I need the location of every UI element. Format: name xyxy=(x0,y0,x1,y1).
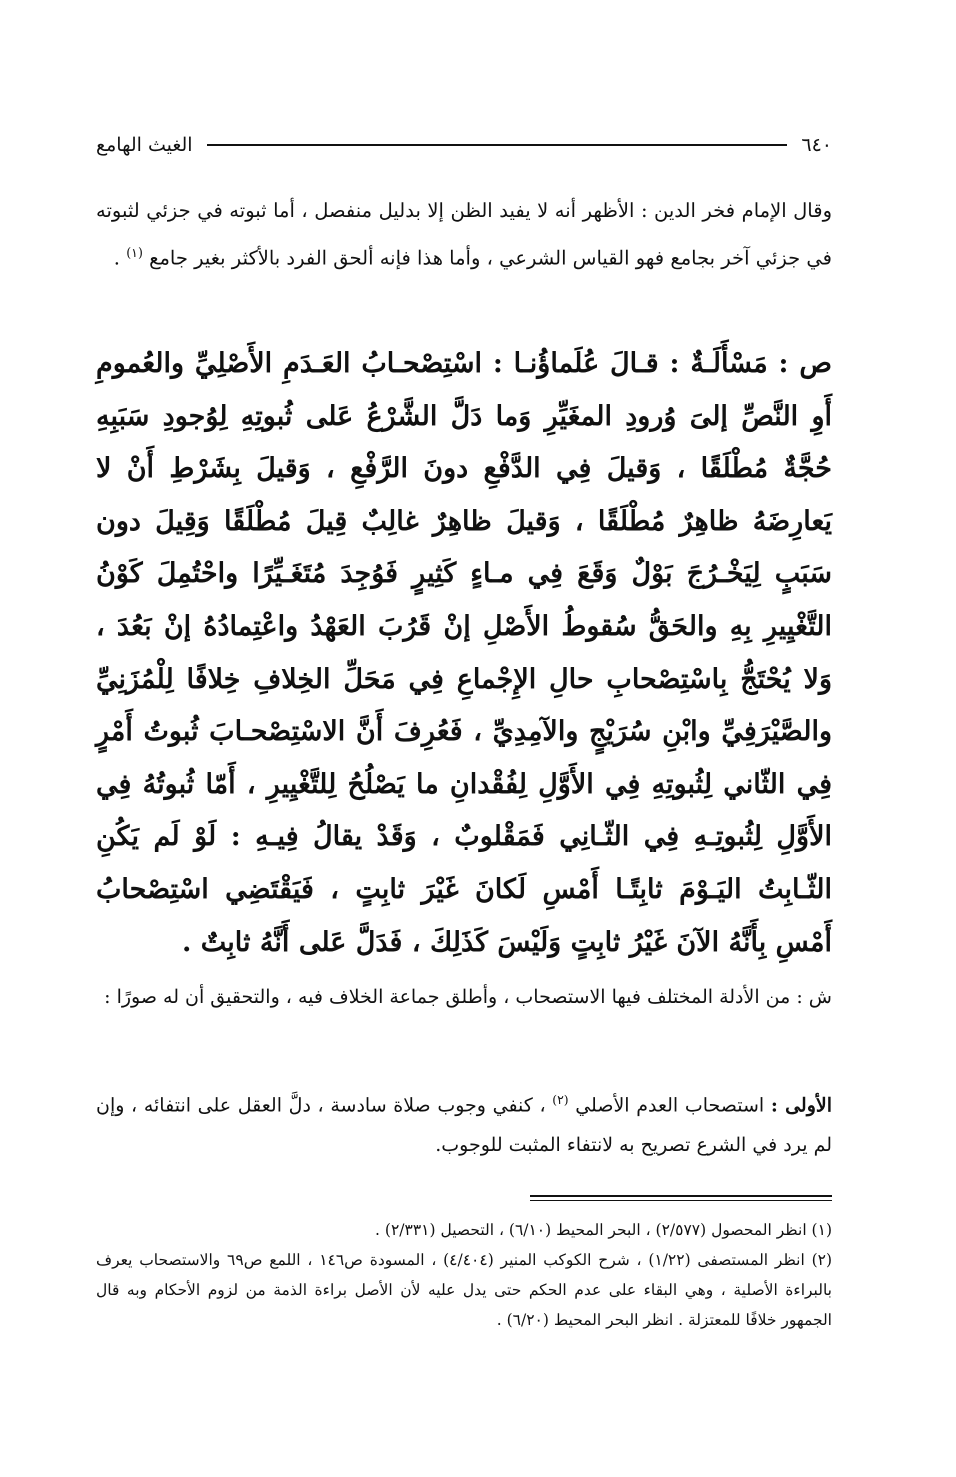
book-title: الغيث الهامع xyxy=(96,134,193,156)
footnote-separator-thin xyxy=(530,1200,832,1201)
page-number: ٦٤٠ xyxy=(801,134,832,156)
footnotes xyxy=(96,1215,832,1335)
page-header xyxy=(96,130,832,160)
first-form-lead: الأولى : xyxy=(770,1094,833,1117)
intro-end: . xyxy=(113,246,127,270)
footnote-1: (١) انظر المحصول (٢/٥٧٧) ، البحر المحيط (٦/١٠) ، التحصيل (٢/٣٣١) . xyxy=(375,1221,832,1239)
header-rule xyxy=(207,144,788,146)
footnote-separator xyxy=(530,1195,832,1197)
commentary-text: ش : من الأدلة المختلف فيها الاستصحاب ، وأطلق جماعة الخلاف فيه ، والتحقيق أن له صورًا : xyxy=(104,986,832,1008)
commentary-paragraph xyxy=(96,978,832,1016)
footnote-ref-1: (١) xyxy=(126,245,143,260)
intro-text: وقال الإمام فخر الدين : الأظهر أنه لا يفيد الظن إلا بدليل منفصل ، أما ثبوته في جزئي لثبوته في جزئي آخر بجامع فهو القياس الشرعي ، وأما هذا فإنه ألحق الفرد بالأكثر بغير جامع xyxy=(96,199,832,270)
first-form-text-a: استصحاب العدم الأصلي xyxy=(568,1094,771,1117)
matn-paragraph xyxy=(96,338,832,969)
footnote-ref-2: (٢) xyxy=(552,1093,569,1107)
footnote-2: (٢) انظر المستصفى (١/٢٢) ، شرح الكوكب المنير (٤/٤٠٤) ، المسودة ص١٤٦ ، اللمع ص٦٩ والاستصحاب يعرف بالبراءة الأصلية ، وهي البقاء على عدم الحكم حتى يدل عليه لأن الأصل براءة الذمة من لزوم الأحكام وبه قال الجمهور خلافًا للمعتزلة . انظر البحر المحيط (٦/٢٠) . xyxy=(96,1251,833,1329)
matn-text: ص : مَسْأَلَـةٌ : قـالَ عُلَماؤُنـا : اسْتِصْحـابُ العَـدَمِ الأَصْلِيِّ والعُمومِ أَوِ النَّصِّ إلىَ وُرودِ المغَيِّرِ وَما دَلَّ الشَّرْعُ عَلى ثُبوتِهِ لِوُجودِ سَبَبِهِ حُجَّةٌ مُطْلَقًا ، وَقيلَ فِي الدَّفْعِ دونَ الرَّفْعِ ، وَقيلَ بِشَرْطِ أَنْ لا يَعارِضَهُ ظاهِرٌ مُطْلَقًا ، وَقيلَ ظاهِرٌ غالِبٌ قِيلَ مُطْلَقًا وَقِيلَ دون سَبَبٍ لِيَخْـرُجَ بَوْلٌ وَقَعَ فِي مـاءٍ كَثِيرٍ فَوُجِدَ مُتَغَـيِّرًا واحْتُمِلَ كَوْنُ التَّغْيِيرِ بِهِ والحَقُّ سُقوطُ الأَصْلِ إنْ قَرُبَ العَهْدُ واعْتِمادُهُ إنْ بَعُدَ ، وَلا يُحْتَجُّ بِاسْتِصْحابِ حالِ الإِجْماعِ فِي مَحَلِّ الخِلافِ خِلافًا لِلْمُزَنِيِّ والصَّيْرَفِيِّ وابْنِ سُرَيْجٍ والآمِدِيِّ ، فَعُرِفَ أَنَّ الاسْتِصْحـابَ ثُبوتُ أَمْرٍ فِي الثّاني لِثُبوتِهِ فِي الأَوَّلِ لِفُقْدانِ ما يَصْلُحُ لِلتَّغْيِيرِ ، أَمّا ثُبوتُهُ فِي الأَوَّلِ لِثُبوتِـهِ فِي الثّـانِي فَمَقْلوبٌ ، وَقَدْ يقالُ فِيـهِ : لَوْ لَم يَكُنِ الثّـابِتُ اليَـوْمَ ثابِتًـا أَمْسِ لَكانَ غَيْرَ ثابِتٍ ، فَيَقْتَضِي اسْتِصْحابُ أَمْسِ بِأَنَّهُ الآنَ غَيْرُ ثابِتٍ وَلَيْسَ كَذَلِكَ ، فَدَلَّ عَلى أَنَّهُ ثابِتٌ . xyxy=(96,348,832,958)
first-form-paragraph xyxy=(96,1080,832,1165)
intro-paragraph xyxy=(96,190,832,280)
first-form-text-b: ، كنفي وجوب صلاة سادسة ، دلَّ العقل على انتفائه ، وإن لم يرد في الشرع تصريح به لانتفاء المثبت للوجوب. xyxy=(96,1094,832,1157)
